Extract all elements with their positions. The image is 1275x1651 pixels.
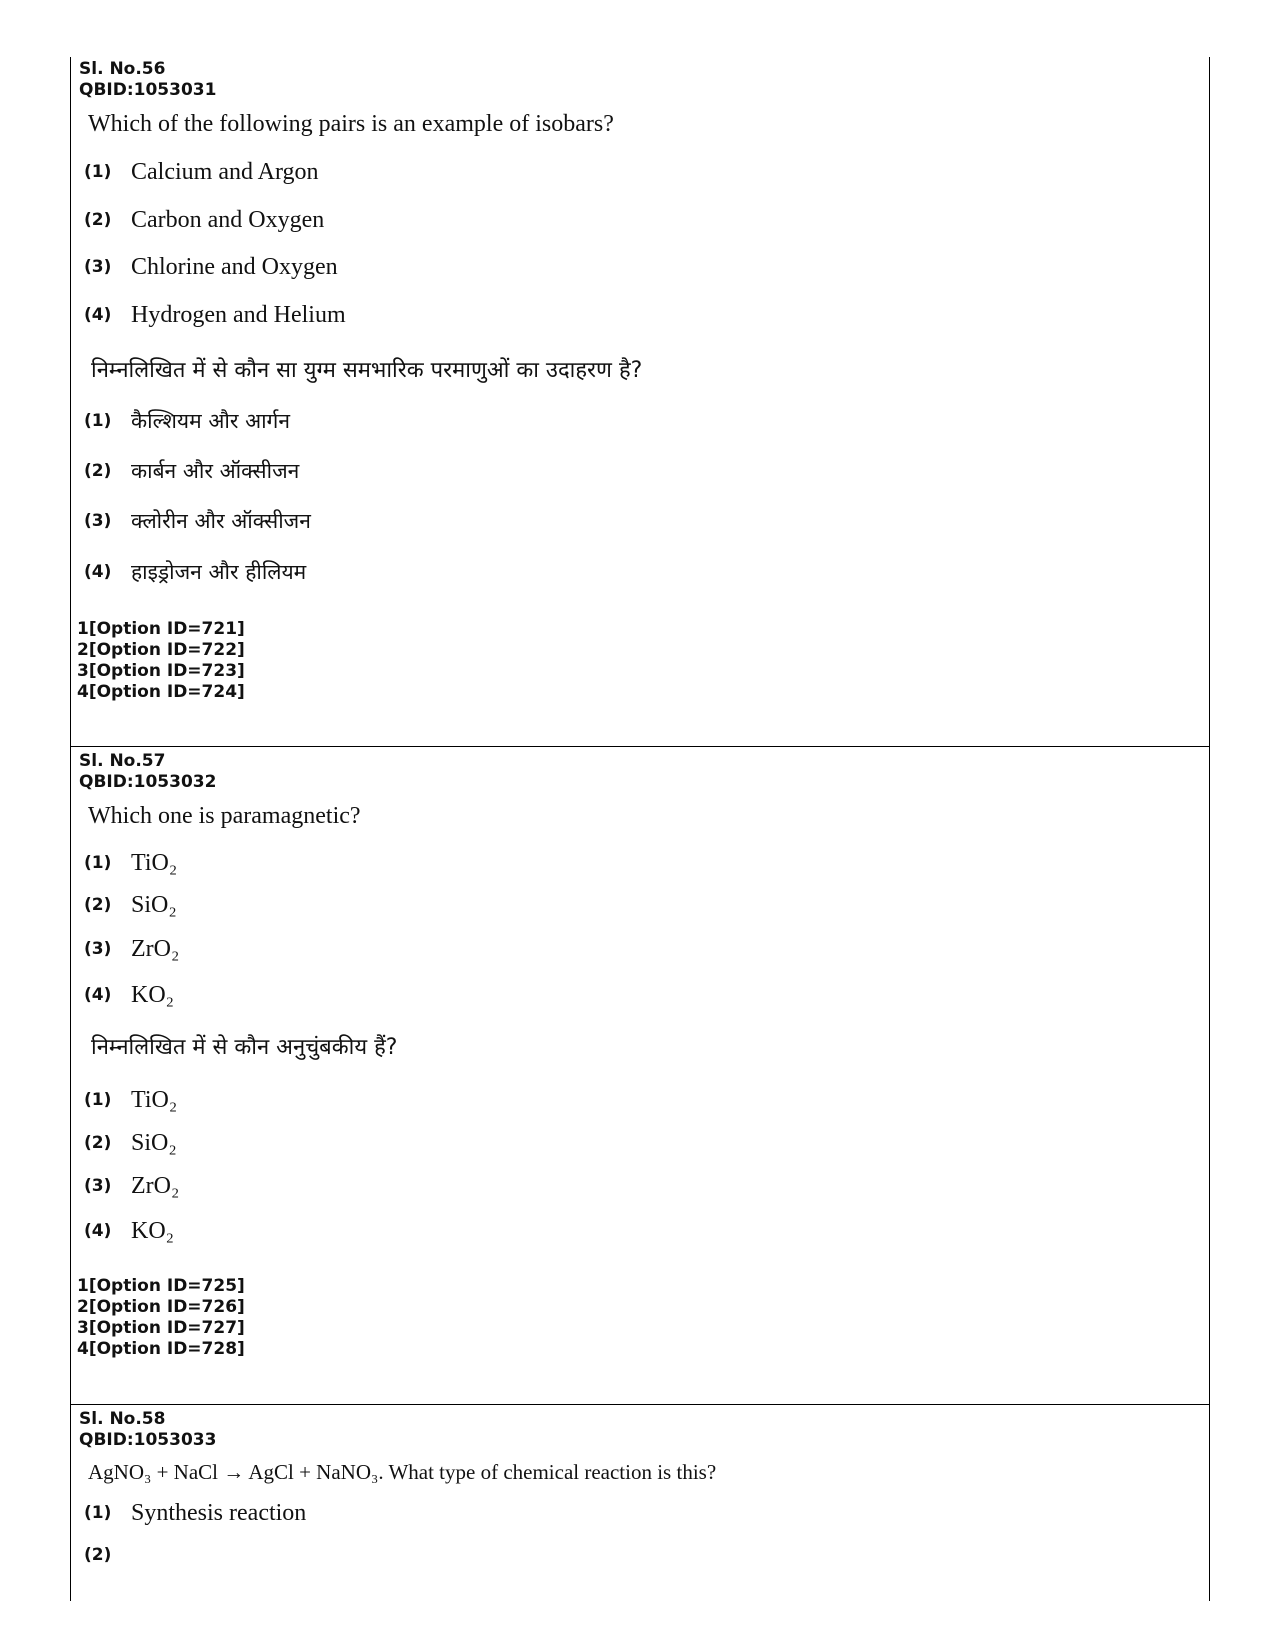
question-id: QBID:1053033 (79, 1430, 217, 1450)
option-text: कार्बन और ऑक्सीजन (131, 459, 300, 483)
option-number: (2) (84, 1133, 112, 1153)
option-text: Hydrogen and Helium (131, 302, 346, 328)
option-number: (3) (84, 939, 112, 959)
option-text: क्लोरीन और ऑक्सीजन (131, 509, 311, 533)
option-text: Chlorine and Oxygen (131, 254, 338, 280)
question-block (71, 57, 1209, 746)
option-text: ZrO₂ (131, 1173, 180, 1199)
option-number: (2) (84, 1545, 112, 1565)
option-hindi (84, 557, 306, 587)
question-stem-english: Which one is paramagnetic? (88, 803, 361, 829)
option-id: 2[Option ID=722] (77, 640, 245, 660)
option-english (84, 157, 319, 187)
option-english (84, 300, 346, 330)
option-hindi (84, 1128, 177, 1158)
option-text: TiO₂ (131, 1087, 178, 1113)
option-english (84, 890, 177, 920)
option-english (84, 1498, 306, 1528)
option-text: KO₂ (131, 982, 175, 1008)
option-english (84, 848, 177, 878)
option-number: (1) (84, 853, 112, 873)
option-english (84, 980, 174, 1010)
option-english (84, 934, 179, 964)
option-number: (1) (84, 1090, 112, 1110)
option-number: (3) (84, 1176, 112, 1196)
option-english (84, 205, 324, 235)
serial-number: Sl. No.56 (79, 59, 166, 79)
option-number: (1) (84, 162, 112, 182)
option-text: TiO₂ (131, 850, 178, 876)
option-hindi (84, 1216, 174, 1246)
option-number: (2) (84, 210, 112, 230)
option-english (84, 252, 338, 282)
serial-number: Sl. No.58 (79, 1409, 166, 1429)
option-number: (3) (84, 511, 112, 531)
option-english (84, 1540, 131, 1570)
option-number: (3) (84, 257, 112, 277)
option-text: Carbon and Oxygen (131, 207, 325, 233)
question-sheet (70, 57, 1210, 1601)
option-text: Calcium and Argon (131, 159, 319, 185)
option-id: 3[Option ID=727] (77, 1318, 245, 1338)
option-id: 4[Option ID=728] (77, 1339, 245, 1359)
option-hindi (84, 1171, 179, 1201)
serial-number: Sl. No.57 (79, 751, 166, 771)
option-text: KO₂ (131, 1218, 175, 1244)
option-number: (1) (84, 411, 112, 431)
question-id: QBID:1053031 (79, 80, 217, 100)
option-text: Synthesis reaction (131, 1500, 307, 1526)
option-number: (4) (84, 305, 112, 325)
option-hindi (84, 506, 311, 536)
question-stem-english: AgNO₃ + NaCl → AgCl + NaNO₃. What type of chemical reaction is this? (88, 1460, 717, 1484)
question-block (71, 746, 1209, 1404)
option-hindi (84, 456, 299, 486)
option-id: 3[Option ID=723] (77, 661, 245, 681)
option-text: ZrO₂ (131, 936, 180, 962)
option-number: (2) (84, 895, 112, 915)
option-id-list (77, 1276, 245, 1360)
question-stem-hindi: निम्नलिखित में से कौन अनुचुंबकीय हैं? (91, 1035, 398, 1060)
question-block (71, 1404, 1209, 1601)
option-text: SiO₂ (131, 892, 177, 918)
option-id: 4[Option ID=724] (77, 682, 245, 702)
option-text: SiO₂ (131, 1130, 177, 1156)
question-stem-hindi: निम्नलिखित में से कौन सा युग्म समभारिक परमाणुओं का उदाहरण है? (91, 358, 643, 383)
option-hindi (84, 1085, 177, 1115)
option-number: (4) (84, 985, 112, 1005)
option-number: (4) (84, 1221, 112, 1241)
option-number: (2) (84, 461, 112, 481)
option-id: 2[Option ID=726] (77, 1297, 245, 1317)
question-stem-english: Which of the following pairs is an example of isobars? (88, 111, 614, 137)
option-id: 1[Option ID=721] (77, 619, 245, 639)
option-id-list (77, 619, 245, 703)
question-id: QBID:1053032 (79, 772, 217, 792)
option-id: 1[Option ID=725] (77, 1276, 245, 1296)
option-text: कैल्शियम और आर्गन (131, 409, 291, 433)
option-number: (1) (84, 1503, 112, 1523)
option-hindi (84, 406, 290, 436)
option-number: (4) (84, 562, 112, 582)
option-text: हाइड्रोजन और हीलियम (131, 560, 307, 584)
